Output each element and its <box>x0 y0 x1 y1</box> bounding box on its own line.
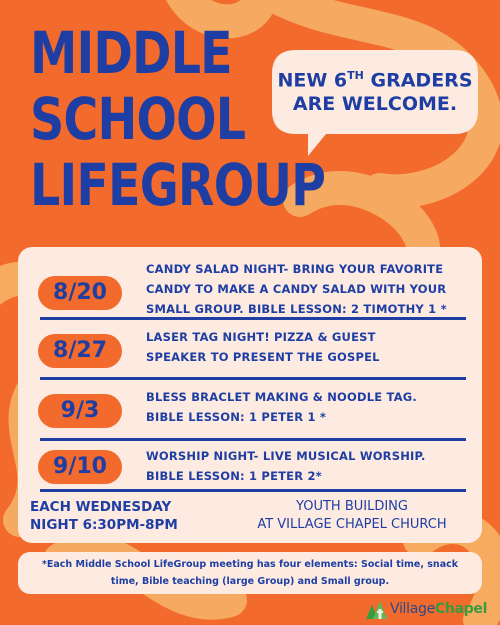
bubble-text <box>268 64 482 116</box>
event-description <box>146 446 466 486</box>
footnote-line-1: *Each Middle School LifeGroup meeting has four elements: Social time, snack <box>41 559 459 570</box>
meeting-time-line-1: EACH WEDNESDAY <box>30 499 172 515</box>
row-divider <box>40 438 466 441</box>
title-line-1: MIDDLE <box>30 19 232 87</box>
bubble-line-1 <box>268 64 482 92</box>
footnote-line-2: time, Bible teaching (large Group) and Small group. <box>110 576 390 587</box>
row-divider <box>40 317 466 320</box>
title-line-3: LIFEGROUP <box>30 151 326 219</box>
event-line: BIBLE LESSON: 1 PETER 2* <box>146 469 322 483</box>
bubble-line-1-pre: NEW 6 <box>277 69 348 92</box>
event-line: CANDY TO MAKE A CANDY SALAD WITH YOUR <box>146 282 447 296</box>
meeting-time-line-2: NIGHT 6:30PM-8PM <box>30 517 178 533</box>
meeting-location-line-2: AT VILLAGE CHAPEL CHURCH <box>257 517 447 532</box>
event-line: CANDY SALAD NIGHT- BRING YOUR FAVORITE <box>146 262 444 276</box>
logo-word-1: Village <box>390 601 435 617</box>
event-line: SPEAKER TO PRESENT THE GOSPEL <box>146 350 380 364</box>
row-divider <box>40 377 466 380</box>
event-description <box>146 259 466 319</box>
event-line: SMALL GROUP. BIBLE LESSON: 2 TIMOTHY 1 * <box>146 302 447 316</box>
date-badge: 9/10 <box>38 450 122 484</box>
date-badge: 9/3 <box>38 394 122 428</box>
title-line-2: SCHOOL <box>30 85 246 153</box>
event-line: LASER TAG NIGHT! PIZZA & GUEST <box>146 330 376 344</box>
event-line: WORSHIP NIGHT- LIVE MUSICAL WORSHIP. <box>146 449 426 463</box>
meeting-time <box>30 498 240 534</box>
logo-word-2: Chapel <box>434 601 488 617</box>
speech-bubble <box>268 46 482 160</box>
event-description <box>146 387 466 427</box>
event-line: BIBLE LESSON: 1 PETER 1 * <box>146 410 327 424</box>
event-description <box>146 327 466 367</box>
meeting-location-line-1: YOUTH BUILDING <box>296 499 408 514</box>
schedule-row <box>38 387 472 431</box>
village-chapel-logo <box>364 597 494 621</box>
event-line: BLESS BRACLET MAKING & NOODLE TAG. <box>146 390 417 404</box>
logo-wordmark <box>390 599 487 619</box>
bubble-line-1-post: GRADERS <box>363 69 473 92</box>
footnote <box>18 552 482 594</box>
schedule-row <box>38 446 472 490</box>
date-badge: 8/27 <box>38 334 122 368</box>
village-chapel-logo-icon <box>364 597 388 621</box>
bubble-line-2: ARE WELCOME. <box>292 93 458 116</box>
date-badge: 8/20 <box>38 276 122 310</box>
schedule-row <box>38 327 472 371</box>
bubble-line-1-sup: TH <box>347 69 364 82</box>
meeting-location <box>232 498 472 534</box>
schedule-row <box>38 259 472 321</box>
row-divider <box>40 489 466 492</box>
